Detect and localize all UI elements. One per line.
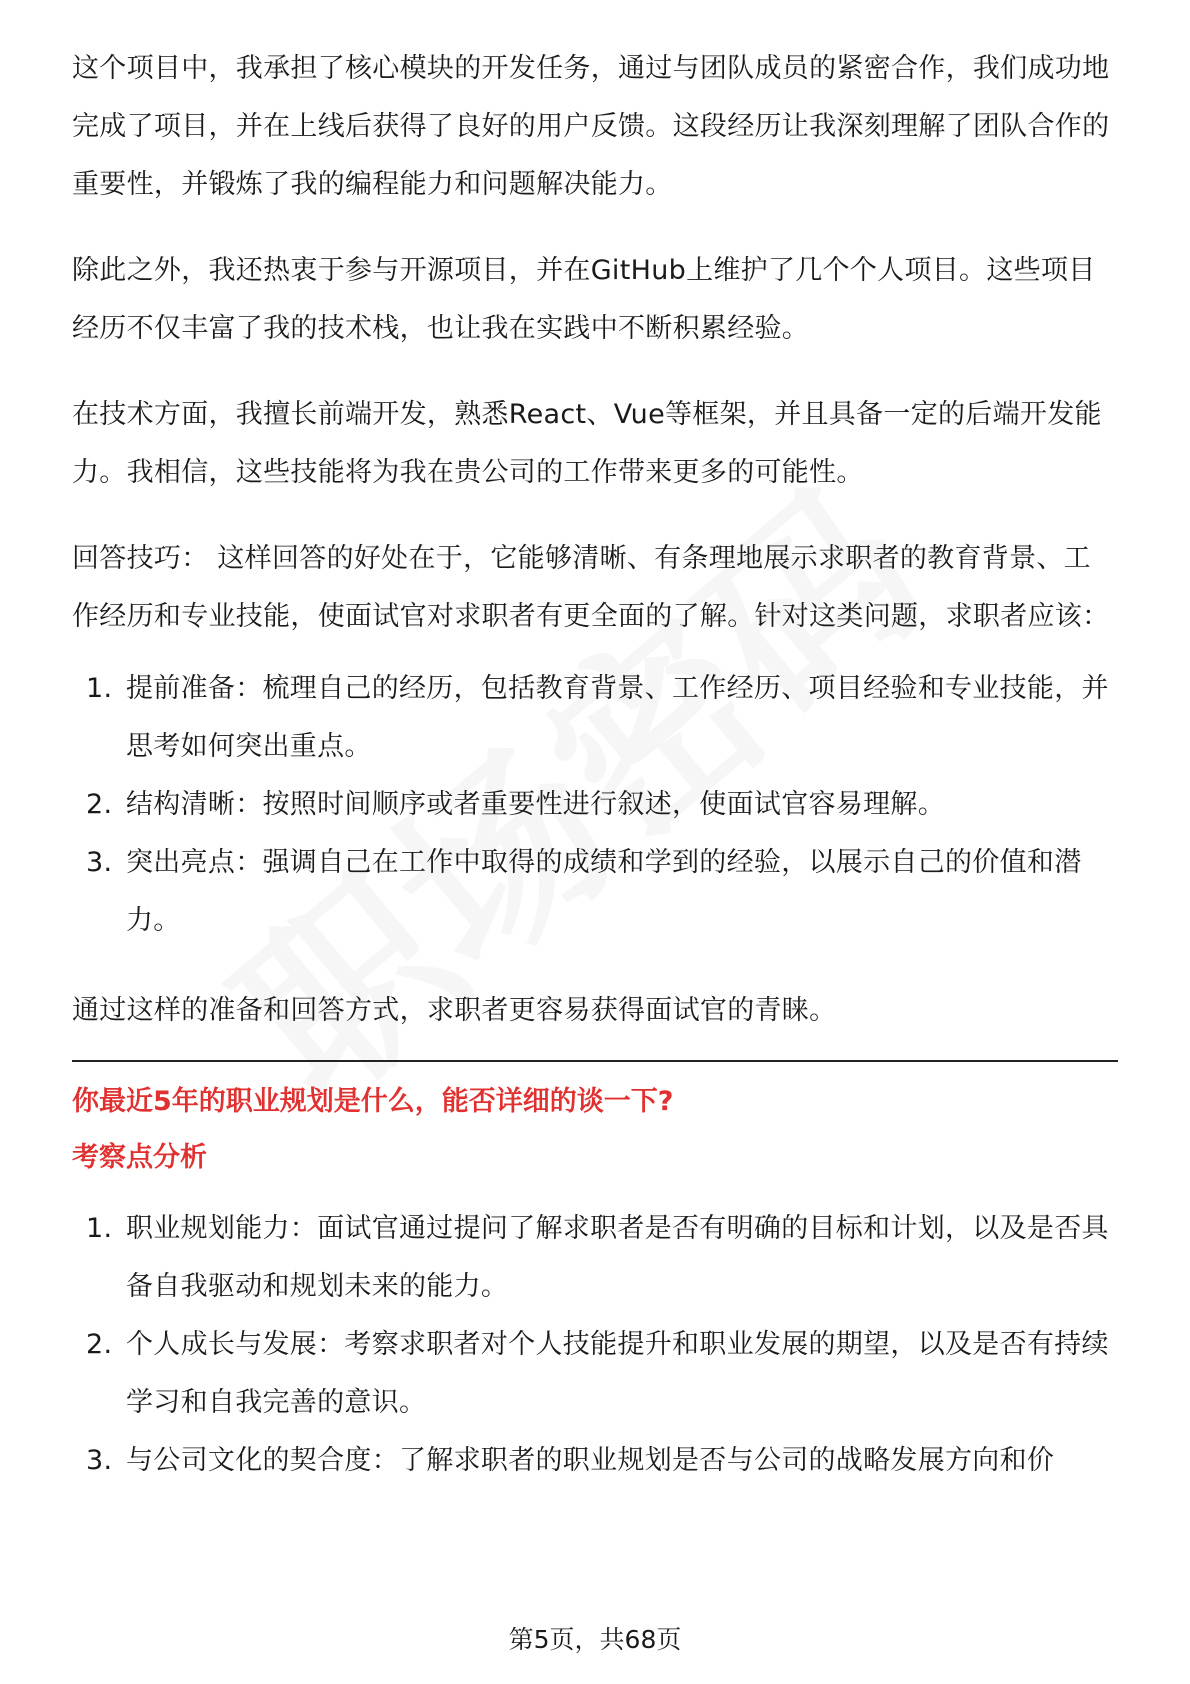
list-number: 2. [86,1329,113,1360]
page-number: 第5页，共68页 [508,1625,682,1654]
list-number: 1. [86,1213,113,1244]
list-number: 3. [86,1445,113,1476]
list-item-text: 与公司文化的契合度：了解求职者的职业规划是否与公司的战略发展方向和价 [126,1445,1055,1476]
list-item [72,1200,1118,1316]
paragraph-opensource: 除此之外，我还热衷于参与开源项目，并在GitHub上维护了几个个人项目。这些项目经历不仅丰富了我的技术栈，也让我在实践中不断积累经验。 [72,255,1096,344]
list-number: 3. [86,847,113,878]
list-item [72,776,1118,834]
list-number: 1. [86,673,113,704]
list-item-text: 个人成长与发展：考察求职者对个人技能提升和职业发展的期望，以及是否有持续学习和自我完善的意识。 [126,1329,1109,1418]
list-item [72,1316,1118,1432]
list-number: 2. [86,789,113,820]
section-subheading: 考察点分析 [72,1142,207,1173]
list-item [72,1432,1118,1490]
list-item [72,660,1118,776]
document-page [72,40,1118,1522]
list-item-text: 职业规划能力：面试官通过提问了解求职者是否有明确的目标和计划，以及是否具备自我驱动和规划未来的能力。 [126,1213,1109,1302]
list-item-text: 结构清晰：按照时间顺序或者重要性进行叙述，使面试官容易理解。 [126,789,945,820]
section-question: 你最近5年的职业规划是什么，能否详细的谈一下? [72,1086,674,1117]
section-divider [72,1060,1118,1062]
paragraph-closing: 通过这样的准备和回答方式，求职者更容易获得面试官的青睐。 [72,995,837,1026]
list-item-text: 提前准备：梳理自己的经历，包括教育背景、工作经历、项目经验和专业技能，并思考如何突出重点。 [126,673,1109,762]
list-item [72,834,1118,950]
paragraph-answer-tips: 回答技巧： 这样回答的好处在于，它能够清晰、有条理地展示求职者的教育背景、工作经历和专业技能，使面试官对求职者有更全面的了解。针对这类问题，求职者应该： [72,543,1110,632]
analysis-points-list [72,1200,1118,1490]
paragraph-tech-skills: 在技术方面，我擅长前端开发，熟悉React、Vue等框架，并且具备一定的后端开发能力。我相信，这些技能将为我在贵公司的工作带来更多的可能性。 [72,399,1102,488]
paragraph-project: 这个项目中，我承担了核心模块的开发任务，通过与团队成员的紧密合作，我们成功地完成了项目，并在上线后获得了良好的用户反馈。这段经历让我深刻理解了团队合作的重要性，并锻炼了我的编程能力和问题解决能力。 [72,53,1110,200]
list-item-text: 突出亮点：强调自己在工作中取得的成绩和学到的经验，以展示自己的价值和潜力。 [126,847,1082,936]
tips-list [72,660,1118,950]
